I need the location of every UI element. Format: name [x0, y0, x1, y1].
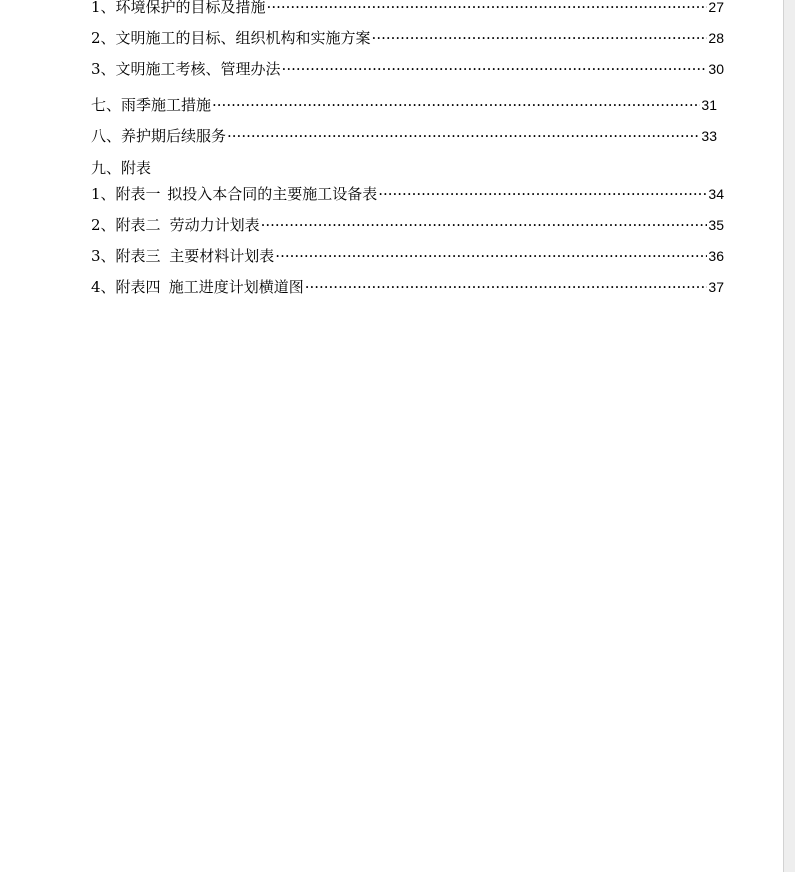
toc-entry[interactable]	[91, 28, 724, 48]
toc-leader-dots	[212, 95, 700, 115]
toc-page-number: 31	[701, 97, 717, 113]
toc-entry-text: 七、雨季施工措施	[91, 96, 212, 114]
toc-entry-text: 3、附表三	[91, 247, 161, 265]
toc-page-number: 28	[708, 30, 724, 46]
toc-entry[interactable]	[91, 0, 724, 17]
toc-entry-text: 1、附表一	[91, 185, 161, 203]
toc-leader-dots	[261, 215, 708, 235]
toc-entry-text: 3、文明施工考核、管理办法	[91, 60, 281, 78]
toc-leader-dots	[227, 126, 700, 146]
toc-entry-text: 八、养护期后续服务	[91, 127, 227, 145]
toc-entry-text: 4、附表四	[91, 278, 161, 296]
toc-leader-dots	[372, 28, 708, 48]
toc-page-number: 34	[708, 186, 724, 202]
toc-leader-dots	[275, 246, 707, 266]
toc-entry-title: 施工进度计划横道图	[168, 278, 304, 296]
toc-leader-dots	[282, 59, 708, 79]
toc-entry[interactable]	[91, 95, 717, 115]
toc-entry-text: 1、环境保护的目标及措施	[91, 0, 266, 16]
toc-entry[interactable]	[91, 126, 717, 146]
toc-entry-title: 主要材料计划表	[169, 247, 275, 265]
toc-entry[interactable]	[91, 246, 724, 266]
toc-entry[interactable]	[91, 184, 724, 204]
toc-leader-dots	[305, 277, 708, 297]
toc-page-number: 36	[708, 248, 724, 264]
toc-page-number: 27	[708, 0, 724, 15]
toc-leader-dots	[267, 0, 708, 17]
toc-page-number: 33	[701, 128, 717, 144]
toc-entry[interactable]	[91, 59, 724, 79]
toc-page-number: 37	[708, 279, 724, 295]
toc-entry-text: 2、文明施工的目标、组织机构和实施方案	[91, 29, 371, 47]
toc-entry-title: 劳动力计划表	[169, 216, 260, 234]
toc-entry-text: 2、附表二	[91, 216, 161, 234]
toc-section-heading[interactable]: 九、附表	[91, 159, 152, 177]
toc-entry[interactable]	[91, 277, 724, 297]
toc-entry[interactable]	[91, 215, 724, 235]
toc-entry-title: 拟投入本合同的主要施工设备表	[167, 185, 378, 203]
toc-page-number: 35	[708, 217, 724, 233]
toc-page-number: 30	[708, 61, 724, 77]
toc-leader-dots	[378, 184, 707, 204]
window-right-edge	[783, 0, 795, 872]
